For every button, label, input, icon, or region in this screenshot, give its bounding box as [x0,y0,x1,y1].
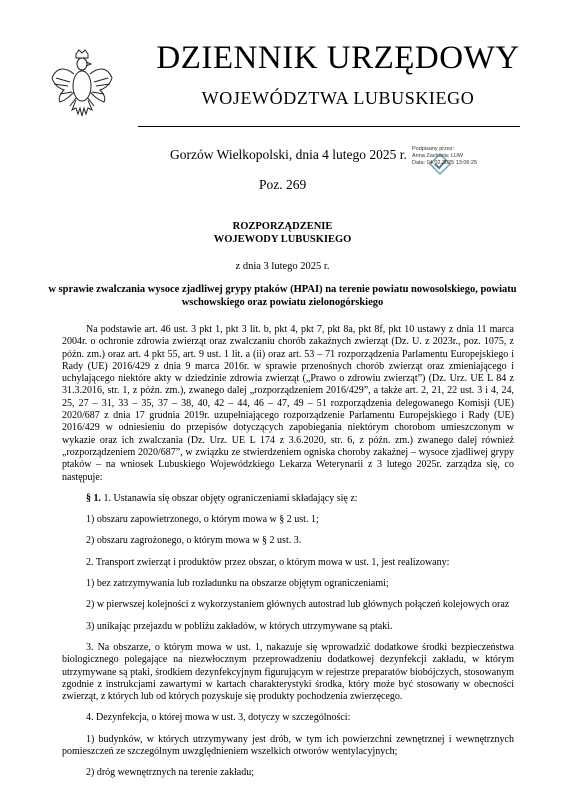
list-item: 1) obszaru zapowietrzonego, o którym mowa w § 2 ust. 1; [86,514,319,526]
section-1-intro [62,493,514,505]
act-authority: WOJEWODY LUBUSKIEGO [213,234,352,245]
eagle-emblem-icon [50,48,114,124]
act-subject-line-1: w sprawie zwalczania wysoce zjadliwej grypy ptaków (HPAI) na terenie powiatu nowosolskiego, powiatu [48,284,517,295]
position-number: Poz. 269 [259,177,307,192]
act-date: z dnia 3 lutego 2025 r. [235,261,330,272]
list-item: 1) budynków, w których utrzymywany jest drób, w tym ich powierzchni zewnętrznej i wewnętrznych pomieszczeń ze szczególnym uwzględnieniem wszelkich otworów wentylacyjnych; [62,733,514,758]
list-item: 2) w pierwszej kolejności z wykorzystaniem głównych autostrad lub głównych połączeń kolejowych oraz [86,599,510,611]
gazette-title: DZIENNIK URZĘDOWY [156,40,520,76]
list-item: 3) unikając przejazdu w pobliżu zakładów, w których utrzymywane są ptaki. [86,620,393,632]
header-divider [138,126,520,127]
place-and-date: Gorzów Wielkopolski, dnia 4 lutego 2025 r. [170,147,407,162]
act-subject-line-2: wschowskiego oraz powiatu zielonogórskiego [181,297,384,308]
section-1-number: § 1. [86,492,101,504]
preamble: Na podstawie art. 46 ust. 3 pkt 1, pkt 3 lit. b, pkt 4, pkt 7, pkt 8a, pkt 8f, pkt 10 ustawy z dnia 11 marca 2004r. o ochronie zdrowia zwierząt oraz zwalczaniu chorób zakaźnych zwierząt (Dz. U. z 2023r., poz. 1075, z późn. zm.) oraz art. 4 pkt 55, art. 9 ust. 1 lit. a (ii) oraz art. 53 – 71 rozporządzenia Parlamentu Europejskiego i Rady (UE) 2016/429 z dnia 9 marca 2016r. w sprawie przenośnych chorób zwierząt oraz zmieniającego i uchylającego niektóre akty w dziedzinie zdrowia zwierząt („Prawo o zdrowiu zwierząt”) (Dz. Urz. UE L 84 z 31.3.2016, str. 1, z późn. zm.), zwanego dalej „rozporządzeniem 2016/429”, a także art. 2, 21, 22 ust. 3 i 4, 24, 25, 27 – 31, 33 – 35, 37 – 38, 40, 42 – 44, 46 – 47, 49 – 51 rozporządzenia delegowanego Komisji (UE) 2020/687 z dnia 17 grudnia 2019r. uzupełniającego rozporządzenie Parlamentu Europejskiego i Rady (UE) 2016/429 w odniesieniu do przepisów dotyczących zapobiegania niektórym chorobom umieszczonym w wykazie oraz ich zwalczania (Dz. Urz. UE L 174 z 3.6.2020, str. 6, z późn. zm.) zwanego dalej również „rozporządzeniem 2020/687”, w związku ze stwierdzeniem ogniska choroby zakaźnej – wysoce zjadliwej grypy ptaków – na wniosek Lubuskiego Wojewódzkiego Lekarza Weterynarii z 3 lutego 2025r. zarządza się, co następuje: [62,324,514,483]
signature-date: Data: 04.02.2025 13:06:25 [412,160,478,166]
signature-signer: Anna Zacharia; LUW [412,153,464,159]
signature-label: Podpisany przez: [412,146,455,152]
paragraph: 3. Na obszarze, o którym mowa w ust. 1, nakazuje się wprowadzić dodatkowe środki bezpieczeństwa biologicznego polegające na niezwłocznym przeprowadzeniu dodatkowej dezynfekcji zakładu, w którym utrzymywane są ptaki, środkiem dezynfekcyjnym figurującym w rejestrze preparatów biobójczych, stosowanym zgodnie z instrukcjami zawartymi w kartach charakterystyki środka, który może być stosowany w obecności zwierząt, z których lub od których pozyskuje się produkty pochodzenia zwierzęcego. [62,641,514,703]
gazette-subtitle: WOJEWÓDZTWA LUBUSKIEGO [201,88,475,108]
list-item: 2) obszaru zagrożonego, o którym mowa w § 2 ust. 3. [86,535,302,547]
list-item: 1) bez zatrzymywania lub rozładunku na obszarze objętym ograniczeniami; [86,578,389,590]
paragraph: 2. Transport zwierząt i produktów przez obszar, o którym mowa w ust. 1, jest realizowany: [86,556,450,568]
digital-signature-block [412,146,512,167]
paragraph: 4. Dezynfekcja, o której mowa w ust. 3, dotyczy w szczególności: [86,712,351,724]
section-1-text: 1. Ustanawia się obszar objęty ograniczeniami składający się z: [101,492,358,504]
list-item: 2) dróg wewnętrznych na terenie zakładu; [86,767,254,779]
act-body [62,324,514,789]
act-type: ROZPORZĄDZENIE [232,221,333,232]
